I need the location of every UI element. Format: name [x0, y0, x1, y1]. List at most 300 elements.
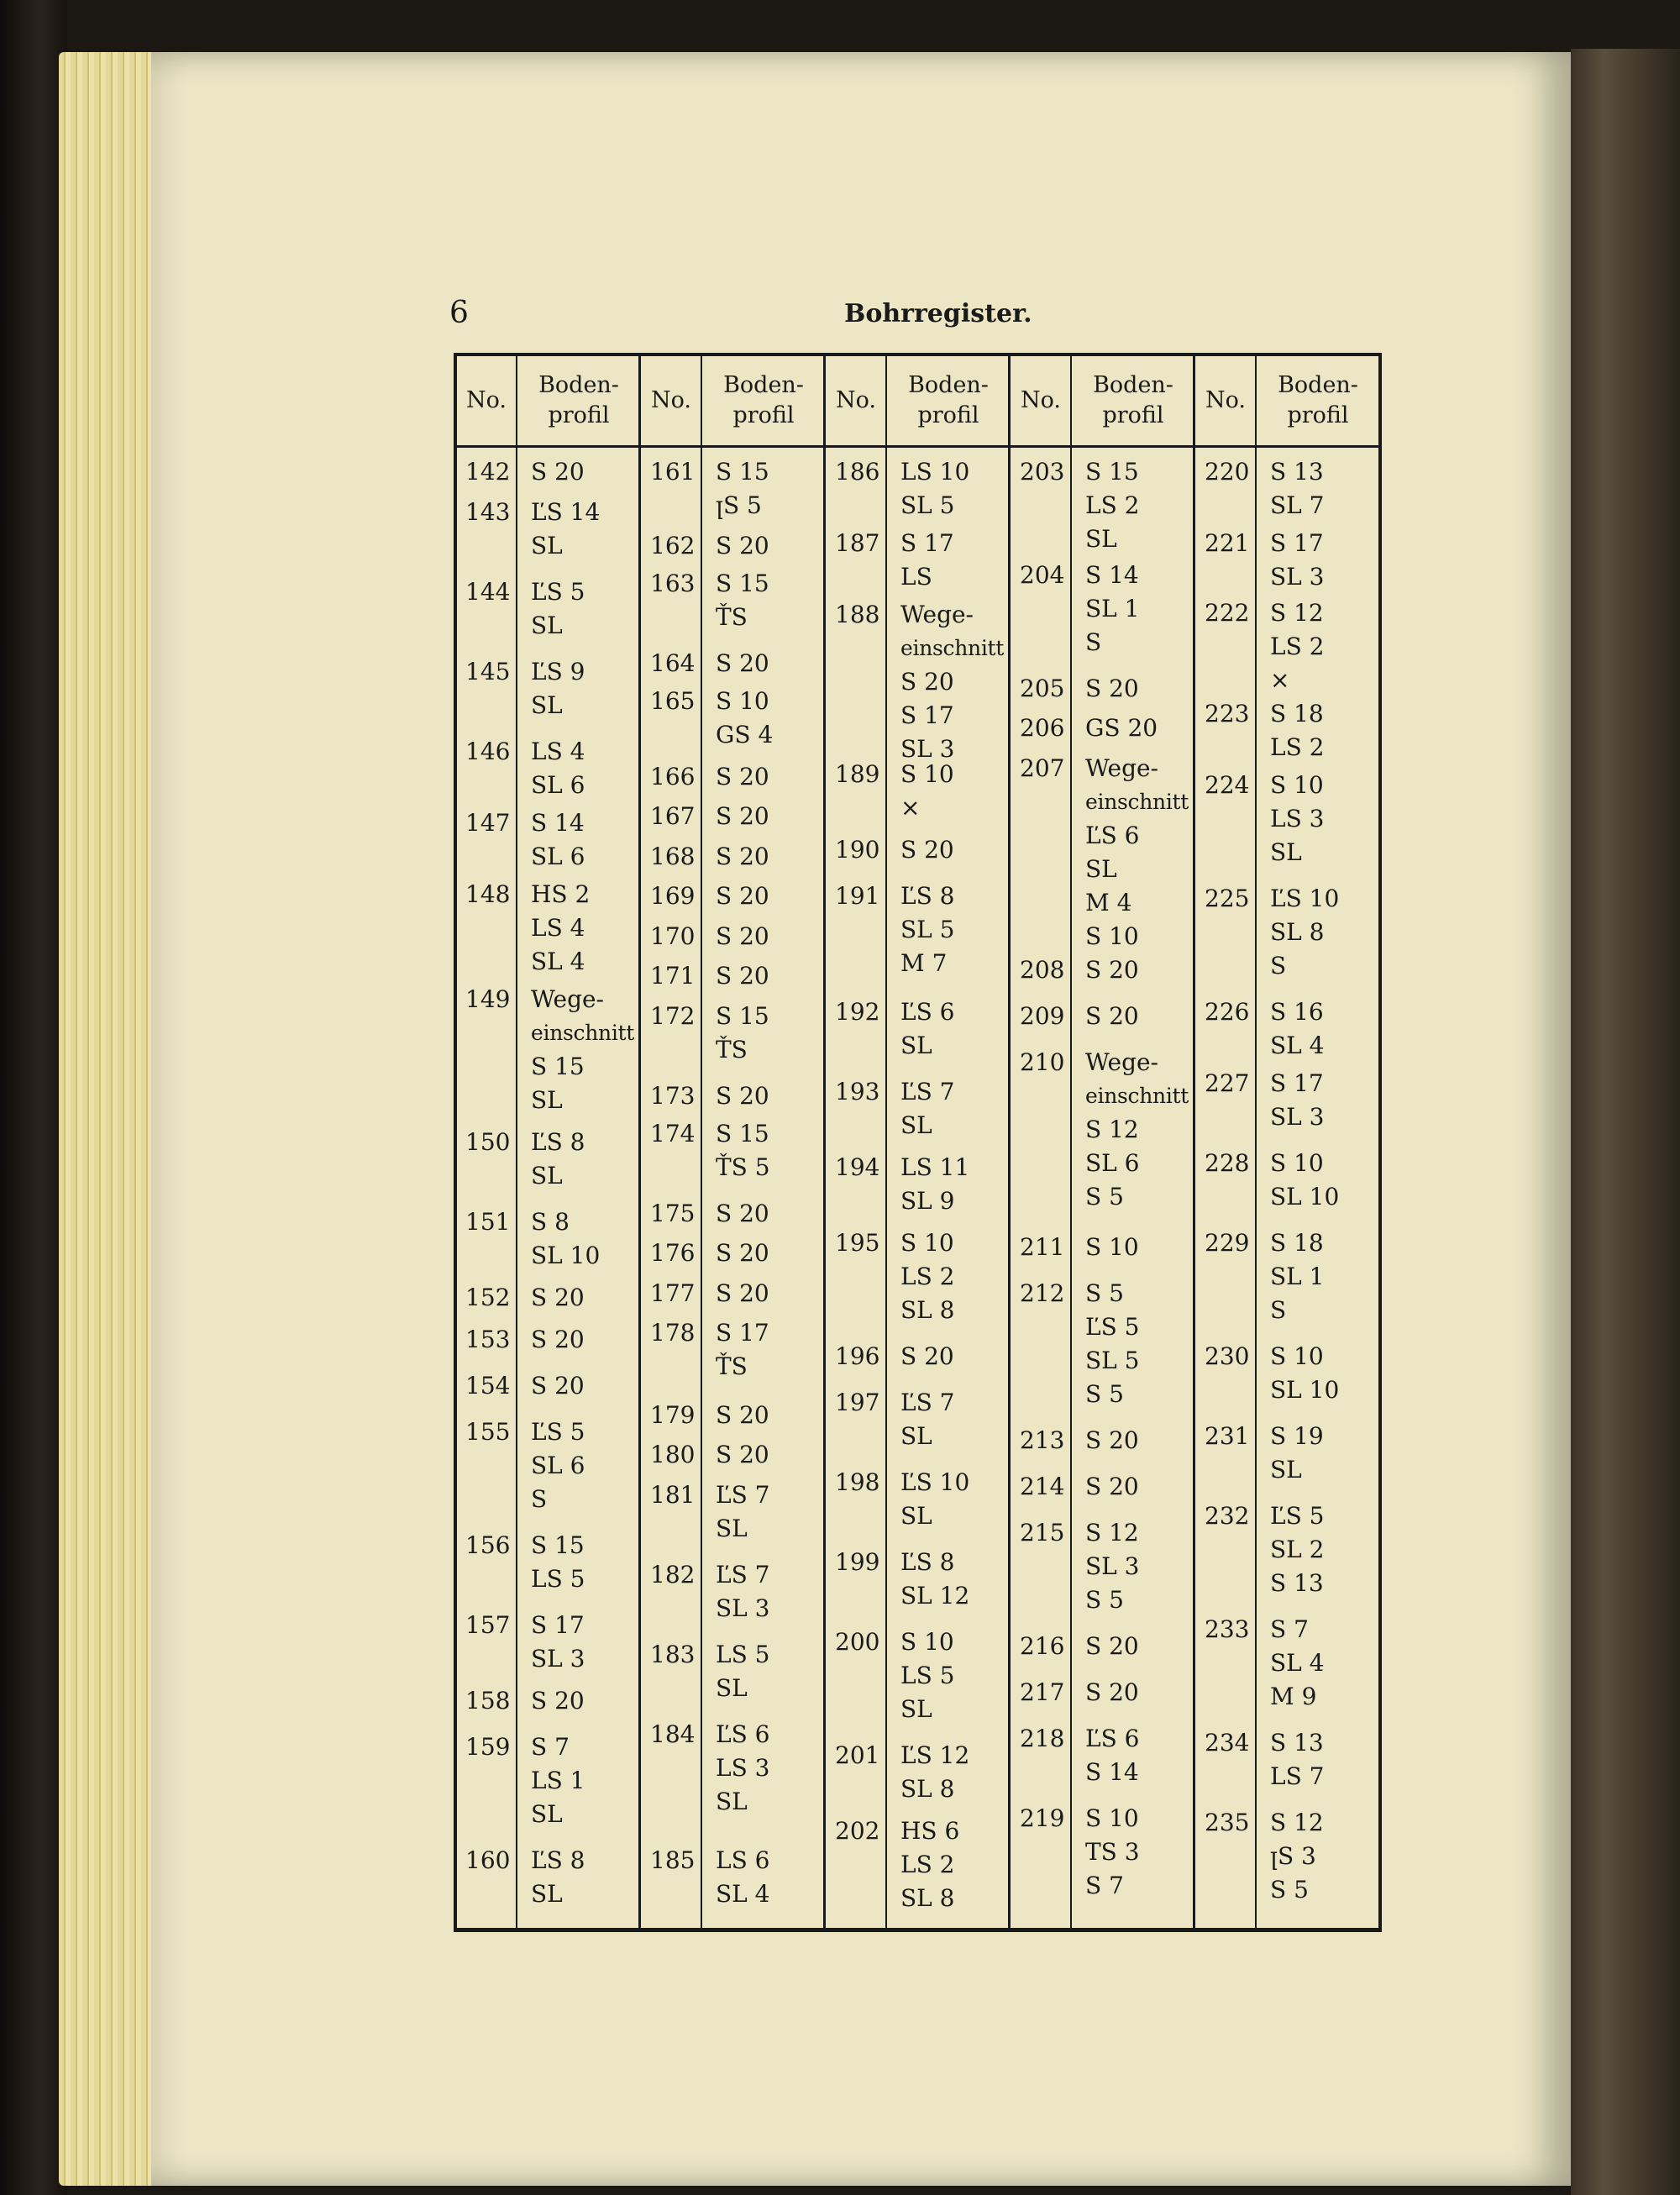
row-number: 181: [650, 1481, 696, 1509]
soil-profile-entry: [900, 527, 954, 594]
row-number: 189: [835, 760, 880, 788]
row-number: 208: [1020, 956, 1065, 984]
row-number: 193: [835, 1078, 880, 1105]
row-number: 194: [835, 1153, 880, 1181]
soil-profile-entry: [900, 598, 1004, 766]
profile-layer: SL 1: [1270, 1263, 1325, 1290]
profile-layer: S 15: [716, 570, 769, 597]
soil-profile-entry: [716, 1478, 770, 1546]
soil-profile-entry: [900, 1739, 969, 1806]
profile-layer: TS 3: [1085, 1838, 1140, 1866]
profile-layer: S 10: [900, 1229, 954, 1257]
soil-profile-entry: [531, 1126, 585, 1193]
profile-layer: SL 2: [1270, 1536, 1325, 1563]
header-no: [1011, 356, 1070, 445]
soil-profile-entry: [1270, 596, 1325, 697]
profile-layer: SL: [716, 1674, 748, 1702]
profile-layer: S 12: [1270, 599, 1324, 627]
row-number: 231: [1205, 1422, 1250, 1450]
profile-layer: S 5: [1085, 1183, 1124, 1210]
header-no: [1196, 356, 1255, 445]
soil-profile-entry: [716, 959, 769, 993]
profile-layer: S 15: [531, 1053, 585, 1080]
profile-layer: SL: [1270, 1456, 1302, 1483]
profile-layer: SL 8: [900, 1884, 955, 1912]
profile-layer: M 7: [900, 949, 948, 977]
column-rule: [1193, 356, 1195, 1928]
row-number: 225: [1205, 885, 1250, 912]
row-number: 190: [835, 836, 880, 864]
profile-layer: SL 4: [531, 948, 585, 975]
header-profile: [1070, 356, 1196, 445]
profile-layer: S 20: [716, 843, 769, 870]
row-number: 186: [835, 458, 880, 486]
row-number: 216: [1020, 1632, 1065, 1660]
header-profile-line1: Boden-: [538, 371, 619, 398]
soil-profile-entry: [716, 880, 769, 913]
soil-profile-entry: [1085, 1630, 1139, 1663]
profile-layer: LS 2: [900, 1263, 955, 1290]
adjacent-page-edge: [1571, 49, 1680, 2195]
profile-layer: S 15: [1085, 458, 1139, 486]
profile-layer: LS 6: [716, 1846, 770, 1874]
profile-layer: S 20: [716, 763, 769, 790]
profile-layer: LS 4: [531, 738, 585, 765]
profile-layer: SL: [531, 1162, 563, 1189]
soil-profile-entry: [531, 735, 585, 802]
soil-profile-entry: [716, 1438, 769, 1472]
row-number: 155: [465, 1418, 511, 1446]
profile-layer: SL: [716, 1788, 748, 1815]
soil-profile-entry: [1270, 1613, 1325, 1714]
profile-layer: ×: [1270, 666, 1290, 694]
row-number: 205: [1020, 675, 1065, 702]
profile-layer: S 10: [1270, 1342, 1324, 1370]
soil-profile-entry: [531, 1684, 585, 1718]
profile-layer: S 20: [531, 1687, 585, 1715]
profile-layer: S 20: [716, 1239, 769, 1267]
soil-profile-entry: [531, 983, 634, 1117]
profile-layer: SL: [900, 1502, 932, 1530]
profile-layer: LS 2: [1085, 491, 1140, 519]
profile-layer: S: [1270, 1296, 1287, 1324]
profile-layer: S 10: [1270, 771, 1324, 799]
row-number: 229: [1205, 1229, 1250, 1257]
row-number: 159: [465, 1733, 511, 1761]
soil-profile-entry: [1270, 1067, 1325, 1134]
profile-layer: S 15: [531, 1531, 585, 1559]
profile-layer: S 18: [1270, 1229, 1324, 1257]
soil-profile-entry: [716, 1638, 770, 1705]
soil-profile-entry: [531, 1730, 585, 1831]
row-number: 166: [650, 763, 696, 790]
row-number: 226: [1205, 998, 1250, 1026]
profile-layer: SL: [900, 1695, 932, 1723]
header-no: [457, 356, 516, 445]
row-number: 163: [650, 570, 696, 597]
header-profile-line2: profil: [917, 402, 979, 428]
header-profile-line1: Boden-: [908, 371, 989, 398]
soil-profile-entry: [1270, 769, 1325, 869]
profile-layer: SL: [1085, 525, 1117, 553]
soil-profile-entry: [1085, 712, 1158, 745]
profile-layer: S 12: [1085, 1519, 1139, 1546]
profile-layer: SL 3: [1085, 1552, 1140, 1580]
row-number: 158: [465, 1687, 511, 1715]
profile-layer: einschnitt: [900, 636, 1005, 660]
row-number: 167: [650, 802, 696, 830]
profile-layer: S 20: [716, 882, 769, 910]
profile-layer: LS 3: [716, 1754, 770, 1782]
soil-profile-entry: [531, 1205, 600, 1273]
profile-layer: S 20: [900, 836, 954, 864]
soil-profile-entry: [1085, 1046, 1189, 1214]
header-profile-line2: profil: [548, 402, 610, 428]
profile-layer: SL 3: [716, 1594, 770, 1622]
profile-layer: S 20: [900, 668, 954, 696]
row-number: 175: [650, 1200, 696, 1227]
row-number: 168: [650, 843, 696, 870]
profile-layer: S 5: [1270, 1876, 1309, 1904]
soil-profile-entry: [531, 1844, 585, 1911]
soil-profile-entry: [716, 1399, 769, 1432]
profile-layer: ĽS 8: [900, 882, 955, 910]
profile-layer: HS 2: [531, 880, 591, 908]
soil-profile-entry: [716, 1000, 769, 1067]
row-number: 210: [1020, 1048, 1065, 1076]
profile-layer: S 20: [716, 1441, 769, 1468]
soil-profile-entry: [716, 840, 769, 874]
profile-layer: SL: [531, 691, 563, 719]
profile-layer: ĽS 7: [900, 1389, 955, 1416]
profile-layer: LS 2: [1270, 733, 1325, 761]
row-number: 179: [650, 1401, 696, 1429]
row-number: 201: [835, 1741, 880, 1769]
row-number: 164: [650, 649, 696, 677]
profile-layer: S 20: [716, 1200, 769, 1227]
profile-layer: S 20: [716, 802, 769, 830]
row-number: 147: [465, 809, 511, 837]
column-rule: [638, 356, 641, 1928]
profile-layer: S 13: [1270, 458, 1324, 486]
soil-profile-entry: [900, 1546, 969, 1613]
profile-layer: SL: [900, 1032, 932, 1059]
row-number: 224: [1205, 771, 1250, 799]
profile-layer: S 20: [531, 458, 585, 486]
row-number: 161: [650, 458, 696, 486]
soil-profile-entry: [716, 1079, 769, 1113]
row-number: 150: [465, 1128, 511, 1156]
profile-layer: S 13: [1270, 1569, 1324, 1597]
profile-layer: S 10: [1270, 1149, 1324, 1177]
soil-profile-entry: [1085, 1277, 1140, 1411]
profile-layer: S 20: [1085, 1632, 1139, 1660]
profile-layer: ĽS 9: [531, 658, 585, 685]
bore-register-table: [454, 353, 1382, 1932]
soil-profile-entry: [900, 758, 954, 825]
soil-profile-entry: [1085, 1470, 1139, 1504]
profile-layer: ŤS: [716, 603, 748, 631]
profile-layer: SL 6: [531, 1452, 585, 1479]
profile-layer: SL 3: [531, 1645, 585, 1673]
profile-layer: S 20: [531, 1284, 585, 1311]
profile-layer: S 17: [900, 529, 954, 557]
row-number: 230: [1205, 1342, 1250, 1370]
profile-layer: S 20: [716, 1082, 769, 1110]
profile-layer: SL: [900, 1111, 932, 1139]
profile-layer: S 5: [1085, 1380, 1124, 1408]
profile-layer: ĽS 8: [531, 1846, 585, 1874]
soil-profile-entry: [1270, 1499, 1325, 1600]
soil-profile-entry: [900, 1151, 969, 1218]
profile-layer: SL 10: [1270, 1376, 1340, 1404]
profile-layer: S 13: [1270, 1729, 1324, 1757]
soil-profile-entry: [531, 806, 585, 874]
row-number: 200: [835, 1628, 880, 1656]
page-title: Bohrregister.: [844, 299, 1032, 328]
row-number: 153: [465, 1326, 511, 1353]
soil-profile-entry: [531, 575, 585, 643]
soil-profile-entry: [716, 567, 769, 634]
header-profile-line2: profil: [1287, 402, 1349, 428]
profile-layer: LS 2: [900, 1851, 955, 1878]
profile-layer: S 20: [716, 649, 769, 677]
row-number: 188: [835, 601, 880, 628]
row-number: 160: [465, 1846, 511, 1874]
row-number: 191: [835, 882, 880, 910]
profile-layer: ĽS 7: [716, 1561, 770, 1588]
profile-layer: S 7: [1085, 1872, 1124, 1899]
profile-layer: Wege-: [531, 985, 605, 1013]
row-number: 173: [650, 1082, 696, 1110]
row-number: 217: [1020, 1678, 1065, 1706]
profile-layer: S 17: [531, 1611, 585, 1639]
profile-layer: S 20: [531, 1326, 585, 1353]
row-number: 185: [650, 1846, 696, 1874]
row-number: 233: [1205, 1615, 1250, 1643]
profile-layer: LS 3: [1270, 805, 1325, 832]
profile-layer: SL 5: [900, 491, 955, 519]
soil-profile-entry: [1085, 752, 1189, 953]
profile-layer: S: [531, 1485, 548, 1513]
row-number: 149: [465, 985, 511, 1013]
profile-layer: SL 6: [1085, 1149, 1140, 1177]
profile-layer: S 7: [1270, 1615, 1309, 1643]
profile-layer: S 19: [1270, 1422, 1324, 1450]
row-number: 234: [1205, 1729, 1250, 1757]
profile-layer: SL 4: [1270, 1649, 1325, 1677]
profile-layer: S 17: [716, 1319, 769, 1347]
row-number: 142: [465, 458, 511, 486]
row-number: 148: [465, 880, 511, 908]
profile-layer: LS 5: [531, 1565, 585, 1593]
soil-profile-entry: [716, 1558, 770, 1625]
row-number: 169: [650, 882, 696, 910]
profile-layer: S 14: [531, 809, 585, 837]
profile-layer: ĽS 10: [1270, 885, 1340, 912]
profile-layer: SL 5: [900, 916, 955, 943]
profile-layer: S 15: [716, 1002, 769, 1030]
profile-layer: S 18: [1270, 700, 1324, 727]
soil-profile-entry: [1085, 1231, 1139, 1264]
profile-layer: S 20: [1085, 956, 1139, 984]
row-number: 178: [650, 1319, 696, 1347]
page-edges: [59, 52, 158, 2186]
row-number: 221: [1205, 529, 1250, 557]
soil-profile-entry: [900, 995, 955, 1063]
profile-layer: LS 2: [1270, 633, 1325, 660]
header-profile: [516, 356, 642, 445]
profile-layer: S 20: [1085, 1678, 1139, 1706]
profile-layer: S 20: [1085, 1473, 1139, 1500]
row-number: 222: [1205, 599, 1250, 627]
row-number: 199: [835, 1548, 880, 1576]
row-number: 184: [650, 1720, 696, 1748]
profile-layer: SL 8: [1270, 918, 1325, 946]
soil-profile-entry: [716, 1316, 769, 1384]
soil-profile-entry: [531, 496, 600, 563]
profile-layer: S 5: [1085, 1279, 1124, 1307]
profile-layer: SL 10: [531, 1242, 601, 1269]
row-number: 202: [835, 1817, 880, 1845]
profile-layer: S 10: [1085, 1804, 1139, 1832]
profile-layer: S 12: [1270, 1809, 1324, 1836]
book-cover: [0, 0, 67, 2195]
profile-layer: S 12: [1085, 1116, 1139, 1143]
profile-layer: einschnitt: [531, 1021, 635, 1045]
header-profile-line1: Boden-: [1093, 371, 1173, 398]
soil-profile-entry: [531, 1609, 585, 1676]
row-number: 177: [650, 1279, 696, 1307]
soil-profile-entry: [1270, 1420, 1324, 1487]
profile-layer: ꞁS 5: [716, 491, 762, 519]
soil-profile-entry: [716, 1117, 770, 1184]
soil-profile-entry: [900, 1625, 955, 1726]
row-number: 198: [835, 1468, 880, 1496]
row-number: 162: [650, 532, 696, 559]
profile-layer: S 17: [900, 701, 954, 729]
soil-profile-entry: [900, 1075, 955, 1142]
profile-layer: SL 1: [1085, 595, 1140, 622]
profile-layer: ĽS 6: [1085, 822, 1140, 849]
profile-layer: LS 5: [716, 1641, 770, 1668]
profile-layer: SL: [716, 1515, 748, 1542]
profile-layer: SL: [531, 1800, 563, 1828]
soil-profile-entry: [531, 1281, 585, 1315]
row-number: 145: [465, 658, 511, 685]
profile-layer: LS 5: [900, 1662, 955, 1689]
profile-layer: einschnitt: [1085, 1084, 1189, 1108]
profile-layer: S 16: [1270, 998, 1324, 1026]
profile-layer: SL 9: [900, 1187, 955, 1215]
header-profile-line1: Boden-: [723, 371, 804, 398]
row-number: 211: [1020, 1233, 1065, 1261]
soil-profile-entry: [900, 1386, 955, 1453]
soil-profile-entry: [900, 1226, 955, 1327]
profile-layer: SL 7: [1270, 491, 1325, 519]
profile-layer: ĽS 12: [900, 1741, 970, 1769]
profile-layer: Wege-: [1085, 754, 1159, 782]
profile-layer: LS 4: [531, 914, 585, 942]
soil-profile-entry: [1085, 953, 1139, 987]
profile-layer: S 8: [531, 1208, 570, 1236]
row-number: 165: [650, 687, 696, 715]
profile-layer: SL: [531, 612, 563, 639]
column-rule: [516, 356, 517, 1928]
profile-layer: LS 7: [1270, 1762, 1325, 1790]
profile-layer: S 17: [1270, 1069, 1324, 1097]
soil-profile-entry: [1085, 672, 1139, 706]
profile-layer: SL 3: [1270, 1103, 1325, 1131]
soil-profile-entry: [1270, 697, 1325, 764]
row-number: 157: [465, 1611, 511, 1639]
header-no-label: No.: [651, 386, 691, 413]
profile-layer: S 10: [1085, 922, 1139, 950]
soil-profile-entry: [531, 455, 585, 489]
row-number: 144: [465, 578, 511, 606]
soil-profile-entry: [900, 833, 954, 867]
profile-layer: S 20: [1085, 1002, 1139, 1030]
soil-profile-entry: [900, 1340, 954, 1373]
profile-layer: SL 4: [716, 1880, 770, 1908]
page-number: 6: [449, 296, 469, 330]
profile-layer: SL: [1270, 838, 1302, 866]
soil-profile-entry: [531, 1415, 585, 1516]
row-number: 151: [465, 1208, 511, 1236]
profile-layer: einschnitt: [1085, 790, 1189, 814]
profile-layer: S 14: [1085, 561, 1139, 589]
profile-layer: S 10: [900, 760, 954, 788]
profile-layer: GS 4: [716, 721, 774, 748]
profile-layer: ĽS 5: [1270, 1502, 1325, 1530]
profile-layer: S 20: [716, 922, 769, 950]
profile-layer: S 7: [531, 1733, 570, 1761]
profile-layer: S 10: [1085, 1233, 1139, 1261]
row-number: 215: [1020, 1519, 1065, 1546]
profile-layer: ŤS: [716, 1036, 748, 1063]
row-number: 170: [650, 922, 696, 950]
soil-profile-entry: [1085, 1424, 1139, 1457]
soil-profile-entry: [1085, 1722, 1140, 1789]
profile-layer: S: [1270, 952, 1287, 979]
row-number: 152: [465, 1284, 511, 1311]
row-number: 176: [650, 1239, 696, 1267]
profile-layer: ĽS 6: [716, 1720, 770, 1748]
soil-profile-entry: [716, 685, 773, 752]
profile-layer: S 20: [716, 962, 769, 990]
profile-layer: M 4: [1085, 889, 1132, 916]
column-rule: [885, 356, 887, 1928]
profile-layer: S 15: [716, 458, 769, 486]
column-rule: [1255, 356, 1257, 1928]
soil-profile-entry: [1085, 559, 1140, 659]
profile-layer: SL: [531, 532, 563, 559]
column-rule: [1070, 356, 1072, 1928]
profile-layer: SL 10: [1270, 1183, 1340, 1210]
soil-profile-entry: [1270, 1726, 1325, 1793]
profile-layer: ĽS 6: [1085, 1725, 1140, 1752]
profile-layer: Wege-: [900, 601, 974, 628]
profile-layer: LS 11: [900, 1153, 970, 1181]
soil-profile-entry: [716, 1237, 769, 1270]
profile-layer: SL: [1085, 855, 1117, 883]
row-number: 192: [835, 998, 880, 1026]
header-profile-line1: Boden-: [1278, 371, 1358, 398]
soil-profile-entry: [1270, 995, 1325, 1063]
soil-profile-entry: [1085, 1000, 1139, 1033]
soil-profile-entry: [1270, 1340, 1339, 1407]
row-number: 220: [1205, 458, 1250, 486]
